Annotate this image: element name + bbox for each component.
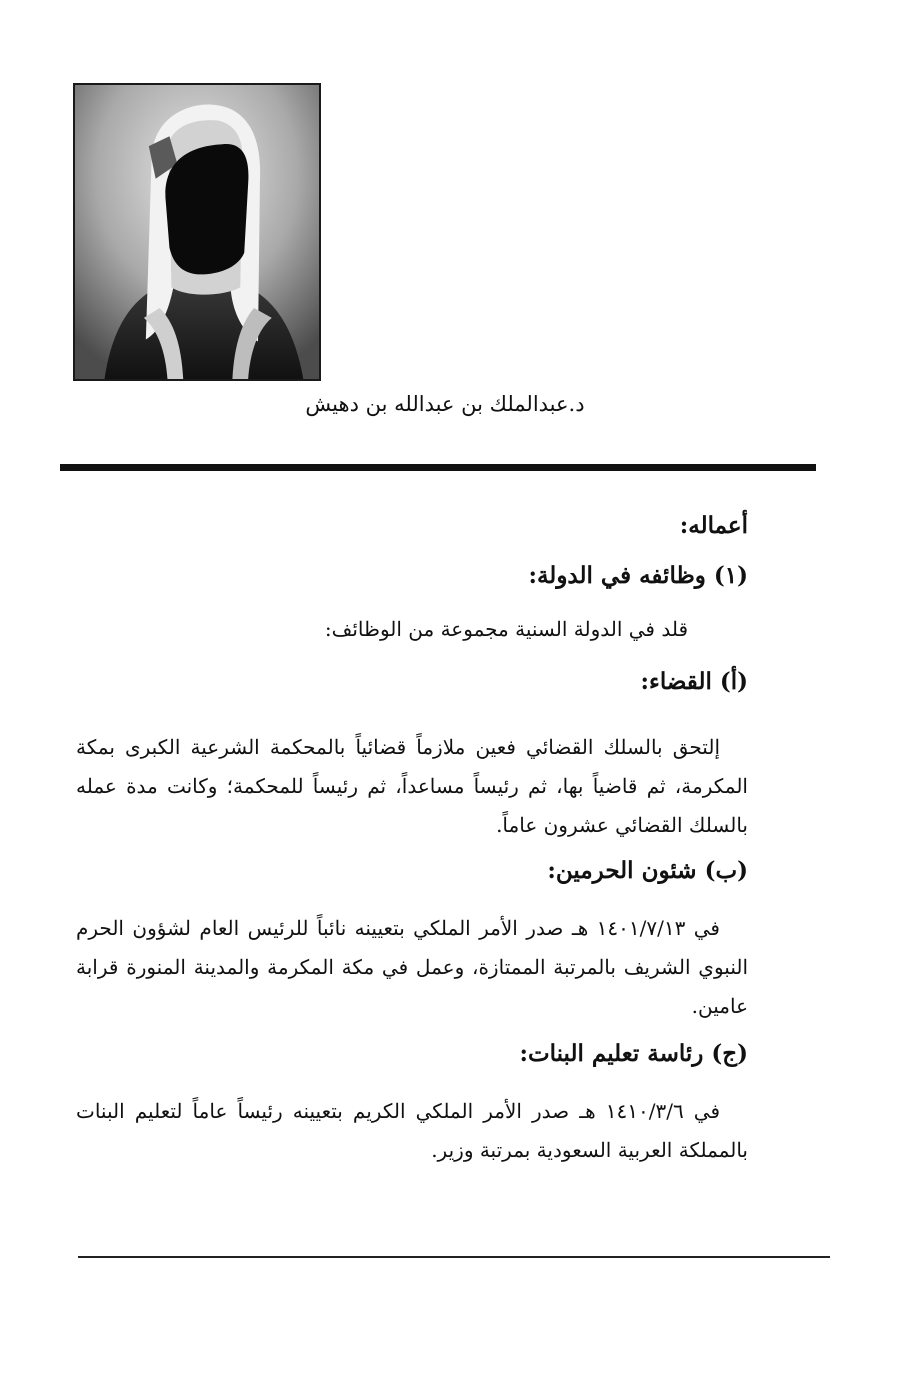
girls-education-paragraph: في ١٤١٠/٣/٦ هـ صدر الأمر الملكي الكريم بتعيينه رئيساً عاماً لتعليم البنات بالمملكة العربية السعودية بمرتبة وزير. — [76, 1099, 748, 1162]
two-holy-mosques-paragraph: في ١٤٠١/٧/١٣ هـ صدر الأمر الملكي بتعيينه نائباً للرئيس العام لشؤون الحرم النبوي الشريف بالمرتبة الممتازة، وعمل في مكة المكرمة والمدينة المنورة قرابة عامين. — [76, 916, 748, 1018]
portrait-image — [75, 85, 319, 379]
main-text — [76, 510, 748, 1170]
works-heading: أعماله: — [679, 512, 748, 539]
header-divider — [60, 464, 816, 471]
section-1-intro: قلد في الدولة السنية مجموعة من الوظائف: — [324, 617, 688, 641]
portrait-photo — [73, 83, 321, 381]
judiciary-heading: (أ) القضاء: — [640, 668, 748, 695]
footer-divider — [78, 1256, 830, 1258]
section-1-heading: (١) وظائفه في الدولة: — [528, 562, 748, 589]
two-holy-mosques-heading: (ب) شئون الحرمين: — [547, 857, 748, 884]
portrait-caption: د.عبدالملك بن عبدالله بن دهيش — [305, 392, 585, 416]
judiciary-paragraph: إلتحق بالسلك القضائي فعين ملازماً قضائياً بالمحكمة الشرعية الكبرى بمكة المكرمة، ثم قاضياً بها، ثم رئيساً مساعداً، ثم رئيساً للمحكمة؛ وكانت مدة عمله بالسلك القضائي عشرون عاماً. — [76, 735, 748, 837]
girls-education-heading: (ج) رئاسة تعليم البنات: — [519, 1040, 748, 1067]
